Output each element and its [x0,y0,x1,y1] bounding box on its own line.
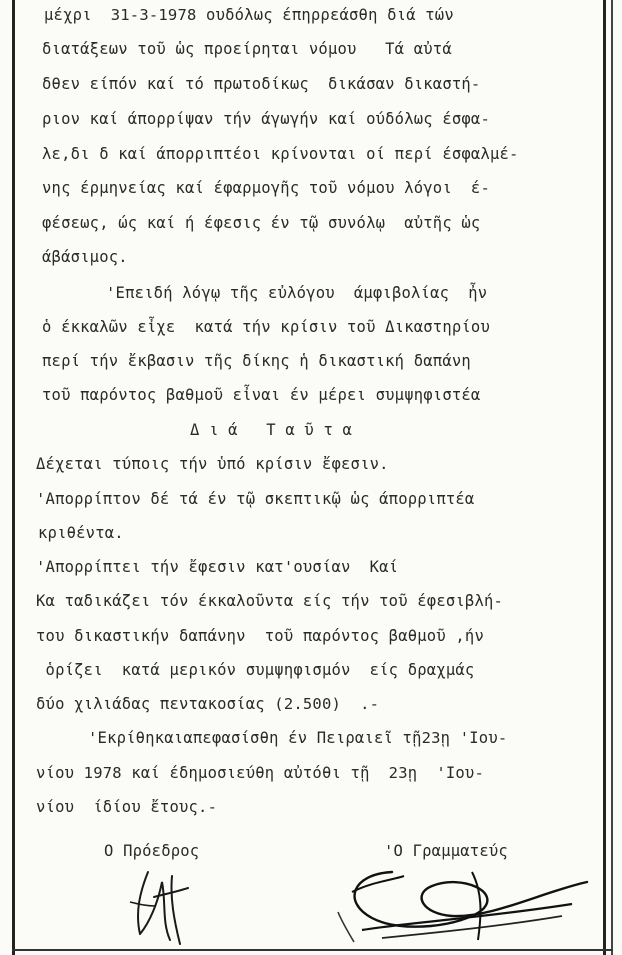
president-signature [110,862,220,947]
text-line-11: περί τήν ἔκβασιν τῆς δίκης ἡ δικαστική δαπάνη [42,352,471,370]
page-border-left [12,0,15,955]
section-heading: Δ ι ά Τ α ῦ τ α [190,421,353,439]
text-line-19: ὁρίζει κατά μερικόν συμψηφισμόν είς δραχμάς [36,661,475,679]
text-line-7: φέσεως, ώς καί ή έφεσις έν τῷ συνόλῳ αὐτῆς ὡς [42,214,481,232]
text-line-5: λε,δι δ καί άπορριπτέοι κρίνονται οί περί έσφαλμέ- [42,145,519,163]
text-line-10: ὁ έκκαλῶν εἶχε κατά τήν κρίσιν τοῦ Δικαστηρίου [42,318,490,336]
text-line-1: μέχρι 31-3-1978 ουδόλως έπηρρεάσθη διά τών [44,6,454,24]
text-line-12: τοῦ παρόντος βαθμοῦ εἶναι έν μέρει συμψηφιστέα [42,386,481,404]
president-label: Ο Πρόεδρος [104,842,200,860]
secretary-label: 'Ο Γραμματεύς [384,842,508,860]
text-line-18: του δικαστικήν δαπάνην τοῦ παρόντος βαθμοῦ ,ήν [36,627,484,645]
text-line-2: διατάξεων τοῦ ὡς προείρηται νόμου Τά αὐτά [42,40,452,58]
text-line-14: 'Απορρίπτον δέ τά έν τῷ σκεπτικῷ ὡς άπορριπτέα [36,490,475,508]
text-line-16: 'Απορρίπτει τήν ἔφεσιν κατ'ουσίαν Καί [36,558,399,576]
text-line-15: κριθέντα. [38,524,124,542]
page-border-right-outer [611,0,613,955]
text-line-23: νίου ίδίου ἔτους.- [36,798,218,816]
text-line-9: 'Επειδή λόγῳ τῆς εὐλόγου άμφιβολίας ἦν [106,284,488,302]
text-line-4: ριον καί άπορρίψαν τήν άγωγήν καί ούδόλως έσφα- [42,110,490,128]
text-line-13: Δέχεται τύποις τήν ὑπό κρίσιν ἔφεσιν. [36,455,389,473]
text-line-17: Κα ταδικάζει τόν έκκαλοῦντα είς τήν τοῦ έφεσιβλή- [36,592,504,610]
text-line-21: 'Εκρίθηκαιαπεφασίσθη έν Πειραιεῖ τῇ23ῃ 'Ιου- [88,729,508,747]
text-line-20: δύο χιλιάδας πεντακοσίας (2.500) .- [36,695,380,713]
text-line-3: δθεν είπόν καί τό πρωτοδίκως δικάσαν δικαστή- [42,75,481,93]
text-line-6: νης έρμηνείας καί έφαρμογῆς τοῦ νόμου λόγοι έ- [42,179,490,197]
text-line-22: νίου 1978 καί έδημοσιεύθη αὐτόθι τῇ 23ῃ 'Ιου- [36,764,484,782]
text-line-8: άβάσιμος. [42,248,128,266]
secretary-signature [332,852,600,950]
page-border-right [603,0,606,955]
